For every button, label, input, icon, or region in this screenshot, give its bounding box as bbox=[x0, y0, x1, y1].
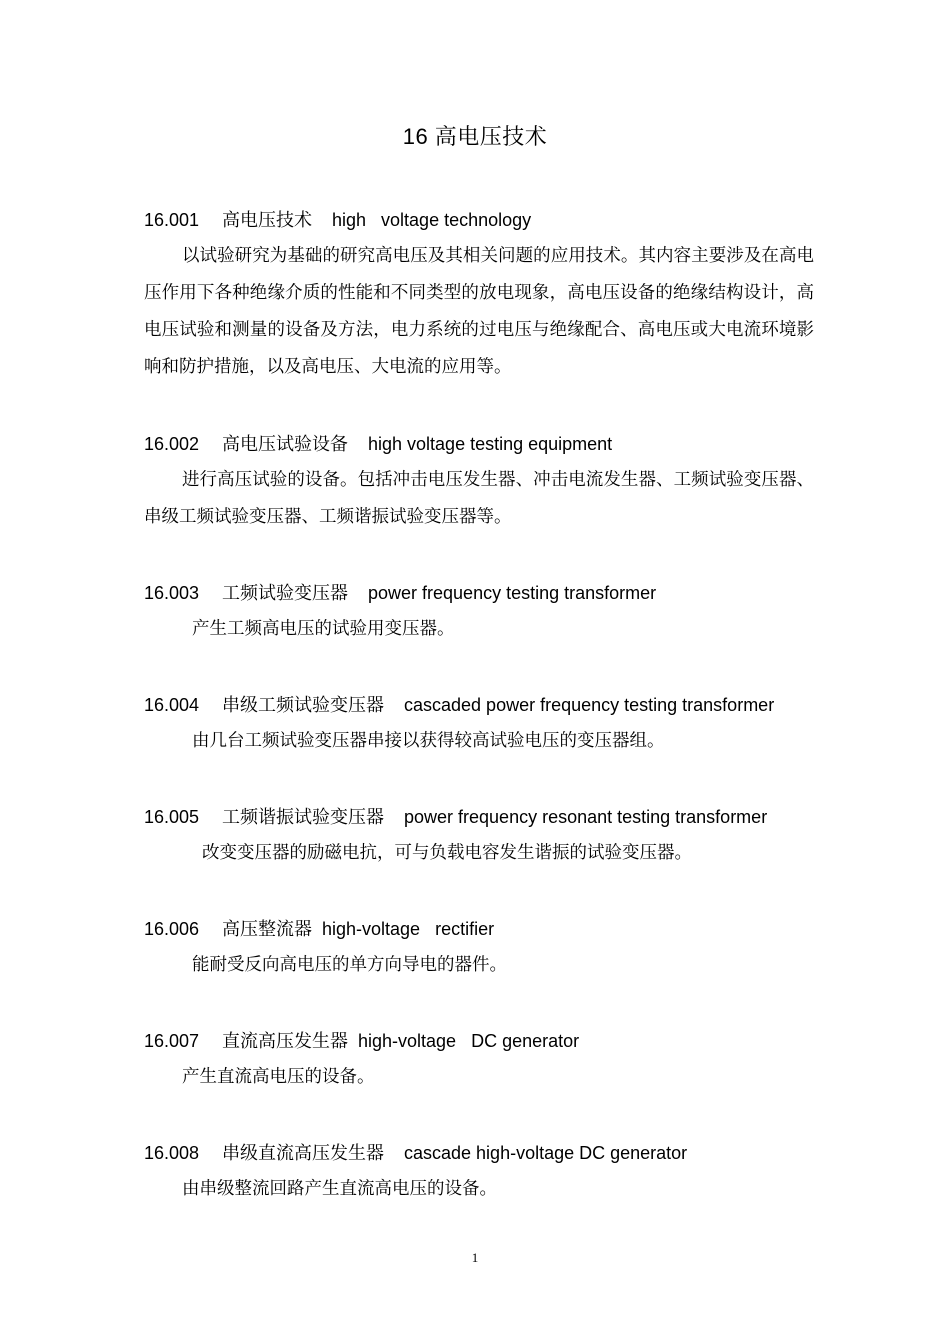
entry-number: 16.002 bbox=[144, 434, 200, 454]
term-definition: 进行高压试验的设备。包括冲击电压发生器、冲击电流发生器、工频试验变压器、串级工频试验变压器、工频谐振试验变压器等。 bbox=[144, 470, 814, 527]
term-chinese: 直流高压发生器 bbox=[222, 1031, 348, 1051]
entry-number: 16.007 bbox=[144, 1031, 200, 1051]
term-english: cascaded power frequency testing transformer bbox=[404, 695, 775, 715]
term-english: cascade high-voltage DC generator bbox=[404, 1143, 688, 1163]
entry-number: 16.004 bbox=[144, 695, 200, 715]
term-entry bbox=[144, 693, 814, 760]
entry-heading bbox=[144, 917, 814, 941]
term-chinese: 高电压试验设备 bbox=[222, 434, 348, 454]
term-entry bbox=[144, 1141, 814, 1208]
term-entry bbox=[144, 208, 814, 386]
term-english: power frequency testing transformer bbox=[368, 583, 657, 603]
term-chinese: 串级直流高压发生器 bbox=[222, 1143, 384, 1163]
term-english: high-voltage DC generator bbox=[358, 1031, 580, 1051]
term-english: power frequency resonant testing transformer bbox=[404, 807, 768, 827]
term-definition: 产生直流高电压的设备。 bbox=[182, 1067, 375, 1087]
term-chinese: 高电压技术 bbox=[222, 210, 312, 230]
term-definition: 由串级整流回路产生直流高电压的设备。 bbox=[182, 1179, 497, 1199]
entry-heading bbox=[144, 805, 814, 829]
chapter-title: 16 高电压技术 bbox=[402, 124, 548, 149]
term-definition: 以试验研究为基础的研究高电压及其相关问题的应用技术。其内容主要涉及在高电压作用下各种绝缘介质的性能和不同类型的放电现象，高电压设备的绝缘结构设计，高电压试验和测量的设备及方法，电力系统的过电压与绝缘配合、高电压或大电流环境影响和防护措施，以及高电压、大电流的应用等。 bbox=[144, 246, 814, 377]
term-english: high voltage testing equipment bbox=[368, 434, 613, 454]
term-chinese: 高压整流器 bbox=[222, 919, 312, 939]
term-definition: 由几台工频试验变压器串接以获得较高试验电压的变压器组。 bbox=[192, 731, 665, 751]
term-entry bbox=[144, 432, 814, 536]
entry-heading bbox=[144, 1029, 814, 1053]
entry-number: 16.008 bbox=[144, 1143, 200, 1163]
term-entry bbox=[144, 917, 814, 984]
entry-number: 16.003 bbox=[144, 583, 200, 603]
entry-heading bbox=[144, 1141, 814, 1165]
term-chinese: 工频谐振试验变压器 bbox=[222, 807, 384, 827]
term-english: high-voltage rectifier bbox=[322, 919, 495, 939]
entry-heading bbox=[144, 693, 814, 717]
term-entry bbox=[144, 581, 814, 648]
term-english: high voltage technology bbox=[332, 210, 532, 230]
entry-heading bbox=[144, 581, 814, 605]
term-definition: 改变变压器的励磁电抗，可与负载电容发生谐振的试验变压器。 bbox=[202, 843, 692, 863]
term-definition: 产生工频高电压的试验用变压器。 bbox=[192, 619, 455, 639]
page-number: 1 bbox=[471, 1250, 479, 1265]
entry-number: 16.005 bbox=[144, 807, 200, 827]
entry-heading bbox=[144, 432, 814, 456]
entry-heading bbox=[144, 208, 814, 232]
term-entry bbox=[144, 1029, 814, 1096]
entry-number: 16.006 bbox=[144, 919, 200, 939]
term-chinese: 工频试验变压器 bbox=[222, 583, 348, 603]
term-definition: 能耐受反向高电压的单方向导电的器件。 bbox=[192, 955, 507, 975]
term-chinese: 串级工频试验变压器 bbox=[222, 695, 384, 715]
entry-number: 16.001 bbox=[144, 210, 200, 230]
term-entry bbox=[144, 805, 814, 872]
